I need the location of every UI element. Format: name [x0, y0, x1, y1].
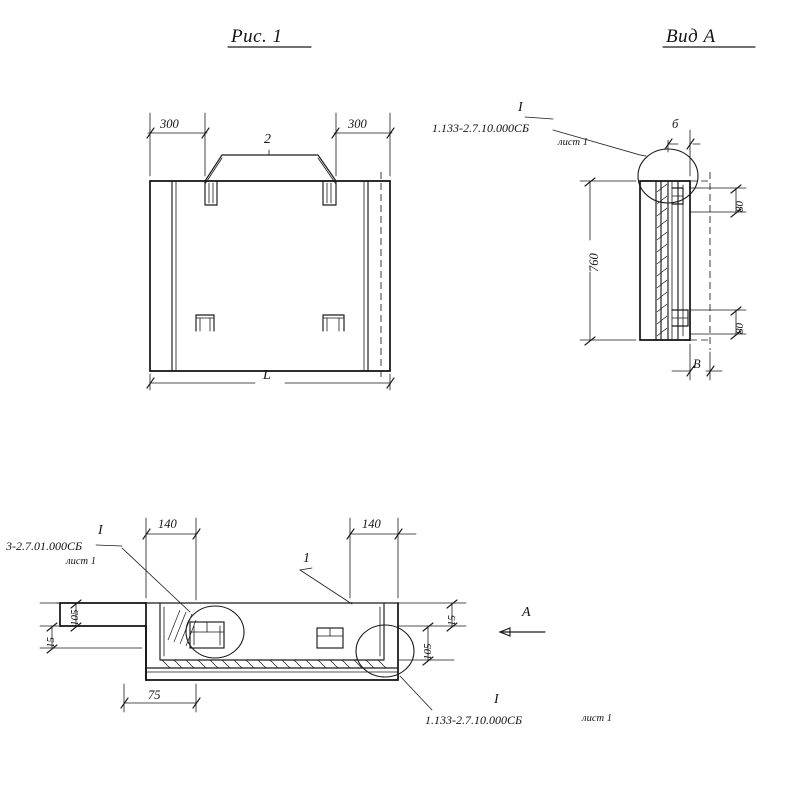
section-callout-left-code: 3-2.7.01.000СБ [6, 539, 83, 553]
view-arrow-label-A: А [522, 605, 531, 620]
figure1-front-elevation [147, 113, 394, 390]
section-callout-bottom-code: 1.133-2.7.10.000СБ [425, 713, 523, 727]
section-plan-view [40, 518, 545, 712]
dim-width-B: В [693, 357, 701, 371]
dim-left-upper-105: 105 [69, 609, 81, 626]
dim-height-760: 760 [587, 253, 601, 272]
view-a-callout-sheet: лист 1 [558, 137, 588, 148]
view-a-callout-mark: I [518, 100, 523, 115]
figure1-title: Рис. 1 [231, 26, 283, 47]
dim-right-offset: 300 [348, 117, 367, 131]
dim-base-75: 75 [148, 688, 161, 702]
view-a-title: Вид А [666, 26, 716, 47]
section-callout-bottom-mark: I [494, 692, 499, 707]
dim-right-upper-15: 15 [446, 615, 458, 626]
dim-left-inset-140: 140 [158, 517, 177, 531]
dim-bottom-band-80: 80 [734, 323, 746, 334]
detail-number-2: 2 [264, 132, 271, 147]
section-callout-bottom-sheet: лист 1 [582, 713, 612, 724]
detail-callout-circle-section-right [356, 625, 414, 677]
dim-length-L: L [263, 368, 271, 383]
dim-left-lower-15: 15 [45, 637, 57, 648]
detail-number-1: 1 [303, 551, 310, 566]
dim-right-inset-140: 140 [362, 517, 381, 531]
dim-top-thickness: б [672, 117, 679, 131]
view-a-side-view [525, 117, 746, 380]
section-callout-left-sheet: лист 1 [66, 556, 96, 567]
dim-right-lower-105: 105 [422, 643, 434, 660]
dim-top-band-80: 80 [734, 201, 746, 212]
view-a-callout-code: 1.133-2.7.10.000СБ [432, 121, 530, 135]
section-callout-left-mark: I [98, 523, 103, 538]
dim-left-offset: 300 [160, 117, 179, 131]
